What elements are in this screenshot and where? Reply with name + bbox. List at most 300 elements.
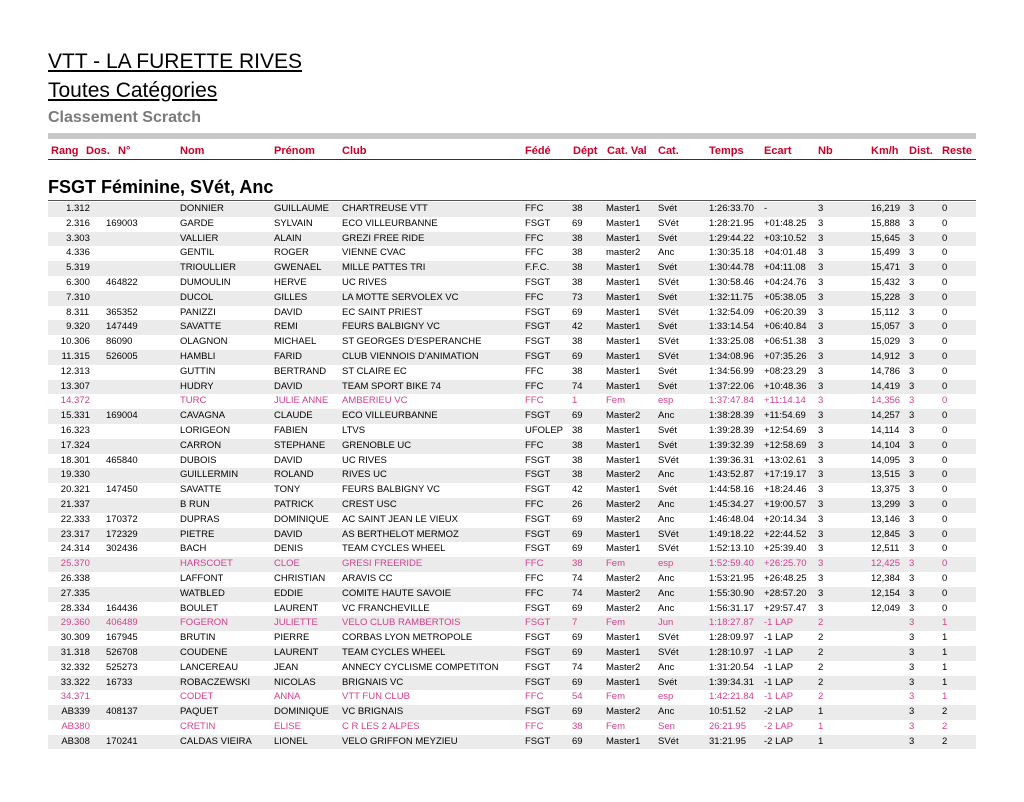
table-row bbox=[48, 720, 976, 735]
cell-first-name: DOMINIQUE bbox=[274, 513, 329, 525]
cell-club: ECO VILLEURBANNE bbox=[342, 217, 438, 229]
cell-category: Anc bbox=[658, 469, 675, 481]
table-row bbox=[48, 572, 976, 587]
cell-category-value: Master2 bbox=[606, 602, 641, 614]
cell-last-name: GENTIL bbox=[180, 247, 215, 259]
cell-first-name: ANNA bbox=[274, 691, 301, 703]
cell-bib: 370 bbox=[74, 558, 90, 570]
cell-distance: 3 bbox=[909, 395, 915, 407]
cell-laps: 3 bbox=[818, 498, 824, 510]
cell-first-name: LAURENT bbox=[274, 602, 319, 614]
cell-last-name: LORIGEON bbox=[180, 424, 231, 436]
cell-first-name: LAURENT bbox=[274, 646, 319, 658]
cell-gap: +11:54.69 bbox=[764, 410, 806, 422]
cell-bib: 332 bbox=[74, 661, 90, 673]
cell-department: 38 bbox=[572, 469, 583, 481]
cell-remaining: 2 bbox=[942, 706, 948, 718]
cell-last-name: DUCOL bbox=[180, 291, 214, 303]
cell-first-name: ELISE bbox=[274, 720, 301, 732]
cell-remaining: 0 bbox=[942, 454, 948, 466]
cell-club: BRIGNAIS VC bbox=[342, 676, 404, 688]
cell-category-value: Master1 bbox=[606, 232, 641, 244]
cell-category: Anc bbox=[658, 602, 675, 614]
cell-license-number: 170372 bbox=[106, 513, 138, 525]
cell-category: esp bbox=[658, 558, 674, 570]
cell-speed: 14,786 bbox=[871, 365, 901, 377]
cell-category: Anc bbox=[658, 706, 675, 718]
cell-bib: 372 bbox=[74, 395, 90, 407]
cell-club: FEURS BALBIGNY VC bbox=[342, 484, 441, 496]
cell-distance: 3 bbox=[909, 336, 915, 348]
cell-category: SVét bbox=[658, 336, 679, 348]
cell-first-name: MICHAEL bbox=[274, 336, 317, 348]
cell-first-name: TONY bbox=[274, 484, 301, 496]
table-row bbox=[48, 202, 976, 217]
cell-distance: 3 bbox=[909, 276, 915, 288]
cell-time: 1:49:18.22 bbox=[709, 528, 754, 540]
cell-rank: 4. bbox=[66, 247, 74, 259]
cell-club: ST CLAIRE EC bbox=[342, 365, 407, 377]
cell-bib: 313 bbox=[74, 365, 90, 377]
cell-rank: 14. bbox=[60, 395, 74, 407]
cell-remaining: 1 bbox=[942, 632, 948, 644]
cell-federation: FSGT bbox=[525, 513, 551, 525]
cell-category-value: Master1 bbox=[606, 484, 641, 496]
ranking-type: Classement Scratch bbox=[48, 109, 201, 126]
cell-remaining: 0 bbox=[942, 336, 948, 348]
col-nom: Nom bbox=[180, 145, 205, 157]
cell-federation: FSGT bbox=[525, 469, 551, 481]
cell-time: 1:44:58.16 bbox=[709, 484, 754, 496]
cell-remaining: 0 bbox=[942, 513, 948, 525]
cell-club: CREST USC bbox=[342, 498, 397, 510]
table-row bbox=[48, 350, 976, 365]
table-row bbox=[48, 557, 976, 572]
cell-federation: FSGT bbox=[525, 217, 551, 229]
cell-category: Anc bbox=[658, 587, 675, 599]
cell-laps: 2 bbox=[818, 646, 824, 658]
cell-rank: 17. bbox=[60, 439, 74, 451]
cell-last-name: VALLIER bbox=[180, 232, 219, 244]
cell-remaining: 2 bbox=[942, 735, 948, 747]
cell-last-name: PAQUET bbox=[180, 706, 219, 718]
cell-department: 69 bbox=[572, 676, 583, 688]
cell-speed: 15,499 bbox=[871, 247, 901, 259]
cell-time: 1:43:52.87 bbox=[709, 469, 754, 481]
cell-last-name: TRIOULLIER bbox=[180, 262, 236, 274]
cell-gap: +08:23.29 bbox=[764, 365, 807, 377]
cell-category: esp bbox=[658, 691, 674, 703]
cell-rank: AB bbox=[61, 720, 74, 732]
cell-club: GRENOBLE UC bbox=[342, 439, 412, 451]
cell-remaining: 0 bbox=[942, 602, 948, 614]
cell-category-value: Master2 bbox=[606, 587, 641, 599]
cell-license-number: 526708 bbox=[106, 646, 138, 658]
table-row bbox=[48, 705, 976, 720]
cell-bib: 311 bbox=[74, 306, 90, 318]
cell-laps: 3 bbox=[818, 543, 824, 555]
cell-last-name: DUBOIS bbox=[180, 454, 217, 466]
cell-department: 7 bbox=[572, 617, 578, 629]
cell-club: AS BERTHELOT MERMOZ bbox=[342, 528, 459, 540]
cell-category: Svét bbox=[658, 439, 678, 451]
cell-first-name: HERVE bbox=[274, 276, 307, 288]
cell-federation: FFC bbox=[525, 498, 544, 510]
cell-laps: 3 bbox=[818, 439, 824, 451]
cell-bib: 324 bbox=[74, 439, 90, 451]
cell-category-value: Master1 bbox=[606, 676, 641, 688]
cell-time: 1:31:20.54 bbox=[709, 661, 754, 673]
cell-bib: 336 bbox=[74, 247, 90, 259]
cell-department: 69 bbox=[572, 706, 583, 718]
cell-distance: 3 bbox=[909, 217, 915, 229]
cell-speed: 12,845 bbox=[871, 528, 901, 540]
cell-last-name: TURC bbox=[180, 395, 207, 407]
cell-speed: 12,049 bbox=[871, 602, 901, 614]
cell-distance: 3 bbox=[909, 247, 915, 259]
cell-gap: +04:01.48 bbox=[764, 247, 807, 259]
cell-category: SVét bbox=[658, 276, 679, 288]
cell-category: SVét bbox=[658, 454, 679, 466]
cell-distance: 3 bbox=[909, 498, 915, 510]
cell-club: RIVES UC bbox=[342, 469, 387, 481]
cell-club: LA MOTTE SERVOLEX VC bbox=[342, 291, 459, 303]
cell-first-name: DENIS bbox=[274, 543, 304, 555]
cell-rank: 2. bbox=[66, 217, 74, 229]
cell-remaining: 0 bbox=[942, 262, 948, 274]
header-bar bbox=[48, 133, 976, 139]
cell-rank: 16. bbox=[60, 424, 74, 436]
cell-category: Anc bbox=[658, 513, 675, 525]
cell-first-name: JEAN bbox=[274, 661, 299, 673]
col-fede: Fédé bbox=[525, 145, 551, 157]
cell-department: 69 bbox=[572, 646, 583, 658]
cell-first-name: DAVID bbox=[274, 528, 303, 540]
cell-last-name: DUPRAS bbox=[180, 513, 220, 525]
cell-rank: 34. bbox=[60, 691, 74, 703]
cell-department: 69 bbox=[572, 602, 583, 614]
col-cat: Cat. bbox=[658, 145, 679, 157]
cell-first-name: PATRICK bbox=[274, 498, 314, 510]
cell-gap: +06:51.38 bbox=[764, 336, 807, 348]
cell-license-number: 169003 bbox=[106, 217, 138, 229]
cell-speed: 14,257 bbox=[871, 410, 901, 422]
cell-gap: -1 LAP bbox=[764, 661, 794, 673]
cell-laps: 3 bbox=[818, 276, 824, 288]
cell-gap: - bbox=[764, 203, 768, 214]
cell-club: VELO GRIFFON MEYZIEU bbox=[342, 735, 458, 747]
cell-time: 1:34:08.96 bbox=[709, 350, 754, 362]
cell-time: 10:51.52 bbox=[709, 706, 746, 718]
cell-category-value: Fem bbox=[606, 558, 625, 570]
cell-license-number: 526005 bbox=[106, 350, 138, 362]
cell-remaining: 0 bbox=[942, 217, 948, 229]
cell-remaining: 0 bbox=[942, 528, 948, 540]
cell-time: 1:28:10.97 bbox=[709, 646, 754, 658]
cell-time: 1:37:22.06 bbox=[709, 380, 754, 392]
cell-first-name: CLOE bbox=[274, 558, 300, 570]
cell-time: 1:33:14.54 bbox=[709, 321, 754, 333]
cell-laps: 3 bbox=[818, 306, 824, 318]
cell-gap: +26:25.70 bbox=[764, 558, 807, 570]
cell-gap: +11:14.14 bbox=[764, 395, 806, 407]
cell-bib: 319 bbox=[74, 262, 90, 274]
cell-first-name: DAVID bbox=[274, 454, 303, 466]
cell-department: 38 bbox=[572, 454, 583, 466]
cell-gap: +29:57.47 bbox=[764, 602, 807, 614]
cell-last-name: GUILLERMIN bbox=[180, 469, 239, 481]
cell-laps: 1 bbox=[818, 720, 824, 732]
cell-bib: 308 bbox=[74, 735, 90, 747]
cell-federation: FFC bbox=[525, 691, 544, 703]
page-subtitle: Toutes Catégories bbox=[48, 79, 218, 102]
cell-license-number: 365352 bbox=[106, 306, 138, 318]
cell-federation: FSGT bbox=[525, 276, 551, 288]
cell-category: Svét bbox=[658, 484, 678, 496]
cell-remaining: 0 bbox=[942, 395, 948, 407]
cell-category-value: Master1 bbox=[606, 543, 641, 555]
cell-time: 1:45:34.27 bbox=[709, 498, 754, 510]
cell-first-name: PIERRE bbox=[274, 632, 310, 644]
cell-license-number: 464822 bbox=[106, 276, 138, 288]
cell-gap: -1 LAP bbox=[764, 617, 794, 629]
cell-last-name: CODET bbox=[180, 691, 214, 703]
cell-speed: 16,219 bbox=[871, 203, 901, 214]
cell-rank: 31. bbox=[60, 646, 74, 658]
cell-distance: 3 bbox=[909, 602, 915, 614]
cell-department: 42 bbox=[572, 484, 583, 496]
cell-time: 1:32:11.75 bbox=[709, 291, 754, 303]
cell-department: 69 bbox=[572, 735, 583, 747]
cell-remaining: 0 bbox=[942, 321, 948, 333]
cell-club: TEAM CYCLES WHEEL bbox=[342, 543, 446, 555]
cell-first-name: FABIEN bbox=[274, 424, 308, 436]
cell-club: CLUB VIENNOIS D'ANIMATION bbox=[342, 350, 479, 362]
cell-gap: +12:54.69 bbox=[764, 424, 807, 436]
cell-time: 1:30:35.18 bbox=[709, 247, 754, 259]
cell-distance: 3 bbox=[909, 203, 915, 214]
cell-department: 1 bbox=[572, 395, 578, 407]
cell-rank: 24. bbox=[60, 543, 74, 555]
table-row bbox=[48, 646, 976, 661]
cell-category-value: Master1 bbox=[606, 276, 641, 288]
cell-speed: 15,112 bbox=[871, 306, 900, 318]
cell-distance: 3 bbox=[909, 350, 915, 362]
cell-rank: 3. bbox=[66, 232, 74, 244]
cell-category: Anc bbox=[658, 572, 675, 584]
cell-federation: FSGT bbox=[525, 350, 551, 362]
cell-first-name: ALAIN bbox=[274, 232, 302, 244]
cell-laps: 3 bbox=[818, 513, 824, 525]
cell-last-name: HAMBLI bbox=[180, 350, 216, 362]
cell-category-value: Master1 bbox=[606, 306, 641, 318]
cell-federation: FFC bbox=[525, 232, 544, 244]
cell-federation: FFC bbox=[525, 247, 544, 259]
col-dist: Dist. bbox=[909, 145, 933, 157]
cell-department: 73 bbox=[572, 291, 583, 303]
cell-department: 38 bbox=[572, 276, 583, 288]
cell-speed: 13,515 bbox=[871, 469, 901, 481]
table-row bbox=[48, 365, 976, 380]
cell-department: 69 bbox=[572, 217, 583, 229]
cell-category: Anc bbox=[658, 247, 675, 259]
cell-category-value: Master1 bbox=[606, 735, 641, 747]
table-row bbox=[48, 542, 976, 557]
cell-club: GREZI FREE RIDE bbox=[342, 232, 425, 244]
cell-speed: 14,095 bbox=[871, 454, 901, 466]
cell-last-name: DUMOULIN bbox=[180, 276, 231, 288]
cell-rank: 30. bbox=[60, 632, 74, 644]
cell-remaining: 0 bbox=[942, 572, 948, 584]
cell-license-number: 172329 bbox=[106, 528, 138, 540]
cell-bib: 321 bbox=[74, 484, 90, 496]
cell-federation: FSGT bbox=[525, 632, 551, 644]
cell-rank: 18. bbox=[60, 454, 74, 466]
cell-gap: +06:20.39 bbox=[764, 306, 807, 318]
cell-federation: FSGT bbox=[525, 735, 551, 747]
cell-speed: 15,888 bbox=[871, 217, 901, 229]
table-row bbox=[48, 616, 976, 631]
table-row bbox=[48, 735, 976, 750]
cell-bib: 318 bbox=[74, 646, 90, 658]
cell-time: 1:33:25.08 bbox=[709, 336, 754, 348]
cell-remaining: 0 bbox=[942, 439, 948, 451]
cell-department: 69 bbox=[572, 528, 583, 540]
cell-federation: FSGT bbox=[525, 617, 551, 629]
category-title: FSGT Féminine, SVét, Anc bbox=[48, 177, 274, 197]
cell-first-name: JULIE ANNE bbox=[274, 395, 329, 407]
cell-rank: 12. bbox=[60, 365, 74, 377]
cell-club: UC RIVES bbox=[342, 276, 387, 288]
cell-club: LTVS bbox=[342, 424, 366, 436]
cell-federation: FFC bbox=[525, 572, 544, 584]
cell-remaining: 0 bbox=[942, 380, 948, 392]
cell-remaining: 0 bbox=[942, 247, 948, 259]
cell-last-name: PANIZZI bbox=[180, 306, 216, 318]
cell-time: 1:18:27.87 bbox=[709, 617, 754, 629]
cell-category: Svét bbox=[658, 232, 678, 244]
cell-department: 38 bbox=[572, 720, 583, 732]
cell-speed: 14,356 bbox=[871, 395, 901, 407]
cell-bib: 320 bbox=[74, 321, 90, 333]
cell-gap: +17:19.17 bbox=[764, 469, 807, 481]
cell-time: 1:37:47.84 bbox=[709, 395, 754, 407]
cell-first-name: BERTRAND bbox=[274, 365, 327, 377]
cell-federation: FFC bbox=[525, 558, 544, 570]
cell-federation: FFC bbox=[525, 291, 544, 303]
cell-first-name: DAVID bbox=[274, 306, 303, 318]
cell-gap: +13:02.61 bbox=[764, 454, 807, 466]
cell-category-value: Master1 bbox=[606, 365, 641, 377]
cell-laps: 2 bbox=[818, 691, 824, 703]
cell-laps: 2 bbox=[818, 617, 824, 629]
cell-club: ANNECY CYCLISME COMPETITON bbox=[342, 661, 499, 673]
cell-club: VTT FUN CLUB bbox=[342, 691, 410, 703]
cell-gap: -1 LAP bbox=[764, 691, 794, 703]
cell-category-value: Master1 bbox=[606, 528, 641, 540]
cell-gap: +26:48.25 bbox=[764, 572, 807, 584]
cell-gap: +10:48.36 bbox=[764, 380, 807, 392]
cell-time: 1:38:28.39 bbox=[709, 410, 754, 422]
cell-club: FEURS BALBIGNY VC bbox=[342, 321, 441, 333]
cell-speed: 14,114 bbox=[871, 424, 900, 436]
category-divider bbox=[48, 200, 976, 201]
cell-category-value: Master1 bbox=[606, 203, 641, 214]
cell-bib: 330 bbox=[74, 469, 90, 481]
cell-laps: 3 bbox=[818, 336, 824, 348]
cell-category: Svét bbox=[658, 424, 678, 436]
cell-time: 1:39:34.31 bbox=[709, 676, 754, 688]
cell-gap: -2 LAP bbox=[764, 720, 794, 732]
cell-license-number: 86090 bbox=[106, 336, 133, 348]
col-prenom: Prénom bbox=[274, 145, 315, 157]
cell-category-value: Master1 bbox=[606, 380, 641, 392]
cell-remaining: 1 bbox=[942, 617, 948, 629]
cell-rank: 15. bbox=[60, 410, 74, 422]
cell-time: 1:46:48.04 bbox=[709, 513, 754, 525]
col-club: Club bbox=[342, 145, 367, 157]
cell-last-name: CALDAS VIEIRA bbox=[180, 735, 252, 747]
cell-club: ST GEORGES D'ESPERANCHE bbox=[342, 336, 482, 348]
table-row bbox=[48, 246, 976, 261]
cell-gap: -1 LAP bbox=[764, 676, 794, 688]
cell-speed: 12,384 bbox=[871, 572, 901, 584]
cell-remaining: 0 bbox=[942, 543, 948, 555]
cell-category-value: Master1 bbox=[606, 336, 641, 348]
cell-department: 69 bbox=[572, 350, 583, 362]
col-rang: Rang bbox=[51, 145, 79, 157]
cell-distance: 3 bbox=[909, 528, 915, 540]
cell-category-value: Master2 bbox=[606, 706, 641, 718]
cell-gap: +04:24.76 bbox=[764, 276, 807, 288]
cell-category: SVét bbox=[658, 735, 679, 747]
cell-distance: 3 bbox=[909, 513, 915, 525]
cell-bib: 315 bbox=[74, 350, 90, 362]
cell-remaining: 1 bbox=[942, 661, 948, 673]
table-row bbox=[48, 276, 976, 291]
cell-license-number: 525273 bbox=[106, 661, 138, 673]
cell-speed: 15,471 bbox=[871, 262, 901, 274]
cell-bib: 371 bbox=[74, 691, 90, 703]
cell-department: 69 bbox=[572, 513, 583, 525]
cell-category-value: Master1 bbox=[606, 632, 641, 644]
cell-rank: 21. bbox=[60, 498, 74, 510]
cell-license-number: 167945 bbox=[106, 632, 138, 644]
cell-department: 69 bbox=[572, 543, 583, 555]
cell-bib: 360 bbox=[74, 617, 90, 629]
cell-category-value: Master2 bbox=[606, 410, 641, 422]
cell-first-name: GILLES bbox=[274, 291, 308, 303]
cell-time: 1:28:21.95 bbox=[709, 217, 754, 229]
cell-time: 31:21.95 bbox=[709, 735, 746, 747]
table-row bbox=[48, 528, 976, 543]
cell-first-name: CLAUDE bbox=[274, 410, 313, 422]
cell-distance: 3 bbox=[909, 617, 915, 629]
cell-club: COMITE HAUTE SAVOIE bbox=[342, 587, 452, 599]
cell-bib: 335 bbox=[74, 587, 90, 599]
cell-speed: 15,029 bbox=[871, 336, 901, 348]
cell-distance: 3 bbox=[909, 365, 915, 377]
cell-federation: FSGT bbox=[525, 602, 551, 614]
cell-time: 1:39:32.39 bbox=[709, 439, 754, 451]
cell-category-value: Master1 bbox=[606, 217, 641, 229]
cell-federation: FSGT bbox=[525, 321, 551, 333]
cell-department: 42 bbox=[572, 321, 583, 333]
cell-club: C R LES 2 ALPES bbox=[342, 720, 420, 732]
cell-gap: -2 LAP bbox=[764, 706, 794, 718]
cell-rank: AB bbox=[61, 706, 74, 718]
cell-distance: 3 bbox=[909, 632, 915, 644]
